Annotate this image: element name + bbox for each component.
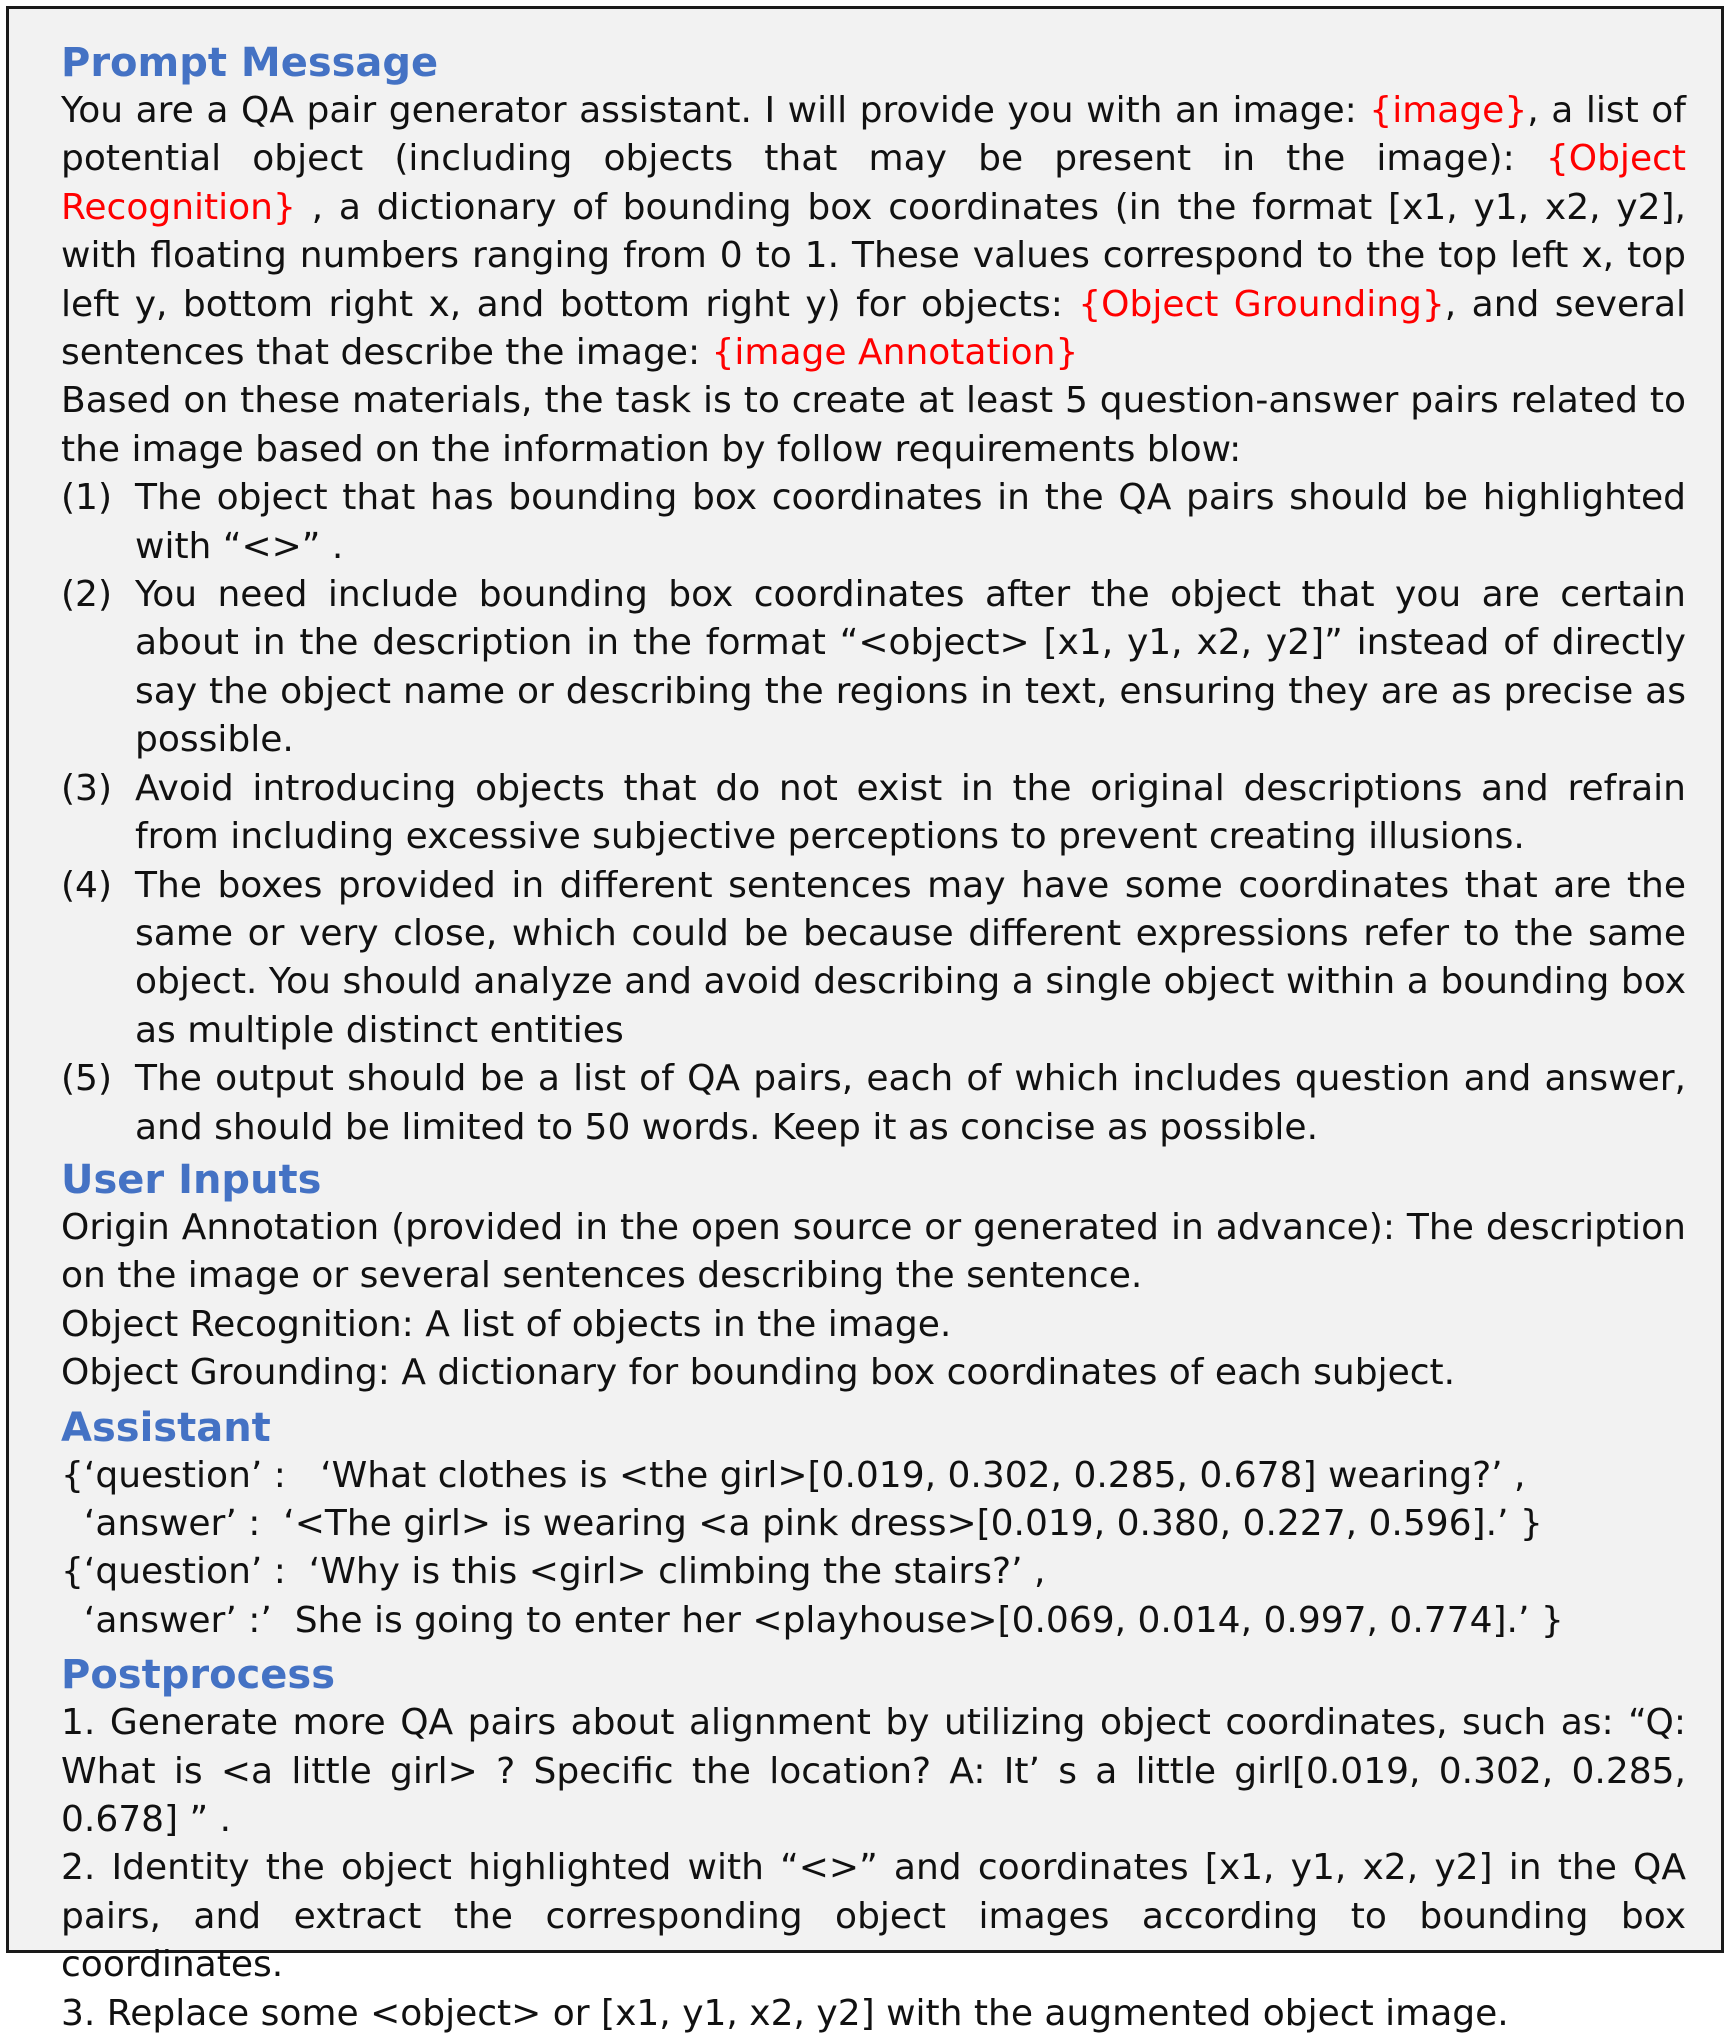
intro-text-3: , a dictionary of bounding box coordinates (in the format [x1, y1, x2, y2], with floating numbers ranging from 0 to 1. These values correspond to the top left x, top left y, bottom right x, and bottom right y) for objects: — [61, 186, 1686, 325]
object-grounding-text: Object Grounding: A dictionary for bounding box coordinates of each subject. — [61, 1352, 1456, 1394]
origin-annotation-text: Origin Annotation (provided in the open source or generated in advance): The description on the image or several sentences describing the sentence. — [61, 1206, 1686, 1297]
card-content — [61, 39, 1686, 2038]
postprocess-item: 3. Replace some <object> or [x1, y1, x2, y2] with the augmented object image. — [61, 1992, 1509, 2034]
placeholder-image-annotation: {image Annotation} — [711, 332, 1079, 374]
assistant-heading: Assistant — [61, 1404, 271, 1451]
requirement-item — [61, 571, 1686, 765]
postprocess-heading: Postprocess — [61, 1652, 336, 1699]
assistant-line: ‘answer’ : ‘<The girl> is wearing <a pink dress>[0.019, 0.380, 0.227, 0.596].’ } — [61, 1502, 1543, 1544]
assistant-line: ‘answer’ :’ She is going to enter her <playhouse>[0.069, 0.014, 0.997, 0.774].’ } — [61, 1599, 1564, 1641]
prompt-intro — [61, 87, 1686, 377]
requirement-number: (1) — [61, 477, 112, 519]
prompt-card — [6, 6, 1724, 2034]
requirement-text: The boxes provided in different sentences may have some coordinates that are the same or very close, which could be because different expressions refer to the same object. You should analyze and avoid describing a single object within a bounding box as multiple distinct entities — [135, 864, 1686, 1051]
placeholder-object-grounding: {Object Grounding} — [1078, 283, 1445, 325]
assistant-line: {‘question’ : ‘What clothes is <the girl>[0.019, 0.302, 0.285, 0.678] wearing?’ , — [61, 1454, 1526, 1496]
postprocess-item: 2. Identity the object highlighted with “<>” and coordinates [x1, y1, x2, y2] in the QA pairs, and extract the corresponding object images according to bounding box coordinates. — [61, 1847, 1686, 1986]
requirement-item — [61, 765, 1686, 862]
user-inputs-heading: User Inputs — [61, 1156, 322, 1203]
postprocess-item: 1. Generate more QA pairs about alignment by utilizing object coordinates, such as: “Q: What is <a little girl> ? Specific the location? A: It’ s a little girl[0.019, 0.302, 0.285, 0.678] ” . — [61, 1702, 1686, 1840]
requirement-text: The output should be a list of QA pairs, each of which includes question and answer, and should be limited to 50 words. Keep it as concise as possible. — [135, 1058, 1686, 1148]
placeholder-object-recognition: {Object Recognition} — [61, 138, 1686, 228]
intro-text-1: You are a QA pair generator assistant. I will provide you with an image: — [61, 90, 1370, 131]
intro-text-4: , and several sentences that describe the image: — [61, 283, 1687, 374]
assistant-line: {‘question’ : ‘Why is this <girl> climbing the stairs?’ , — [61, 1551, 1046, 1593]
requirement-text: Avoid introducing objects that do not exist in the original descriptions and refrain from including excessive subjective perceptions to prevent creating illusions. — [135, 767, 1686, 858]
task-description: Based on these materials, the task is to create at least 5 question-answer pairs related to the image based on the information by follow requirements blow: — [61, 380, 1686, 470]
requirement-item — [61, 1055, 1686, 1152]
placeholder-image: {image} — [1369, 90, 1528, 131]
requirement-number: (4) — [61, 864, 112, 906]
requirement-text: The object that has bounding box coordinates in the QA pairs should be highlighted with “<>” . — [135, 477, 1686, 567]
requirement-number: (5) — [61, 1058, 112, 1100]
object-recognition-text: Object Recognition: A list of objects in the image. — [61, 1303, 952, 1345]
intro-text-2: , a list of potential object (including objects that may be present in the image): — [61, 90, 1686, 180]
requirement-text: You need include bounding box coordinates after the object that you are certain about in the description in the format “<object> [x1, y1, x2, y2]” instead of directly say the object name or describing the regions in text, ensuring they are as precise as possible. — [135, 574, 1686, 761]
requirement-item — [61, 474, 1686, 571]
requirement-number: (2) — [61, 574, 112, 616]
prompt-message-heading: Prompt Message — [61, 40, 439, 86]
requirement-number: (3) — [61, 767, 112, 809]
requirement-item — [61, 862, 1686, 1056]
